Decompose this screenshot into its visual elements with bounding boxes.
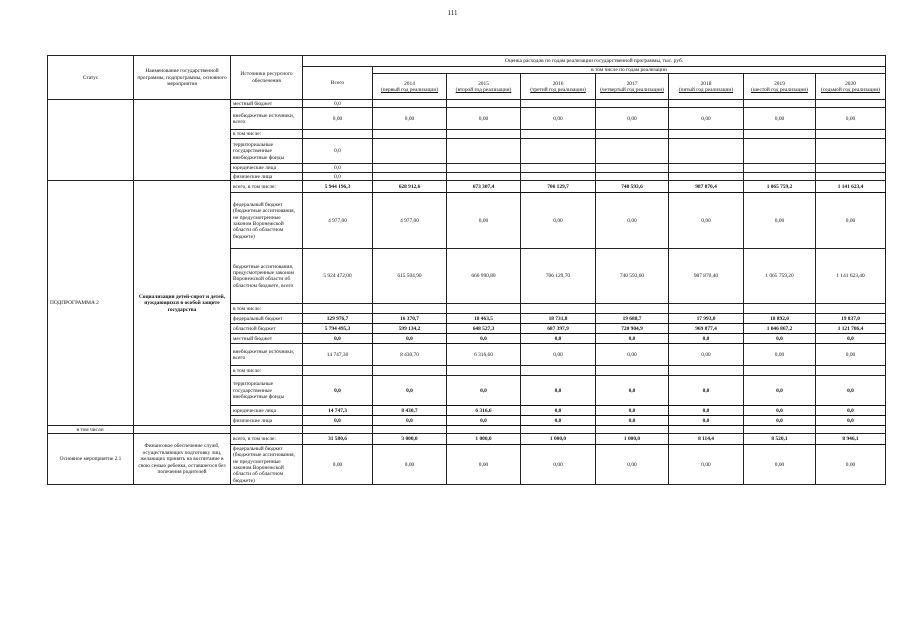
year-value: 0,00 — [521, 193, 596, 249]
empty-cell — [134, 426, 231, 434]
total-value: 0,0 — [303, 173, 373, 181]
year-value: 0,0 — [744, 416, 816, 426]
year-value: 666 990,80 — [447, 249, 521, 304]
year-value: 0,00 — [373, 108, 447, 130]
year-value: 0,0 — [669, 406, 744, 416]
total-value — [303, 304, 373, 314]
header-year-cell — [521, 74, 596, 100]
total-value — [303, 130, 373, 139]
year-value: 0,00 — [816, 108, 886, 130]
year-value: 0,0 — [373, 376, 447, 406]
year-value — [816, 304, 886, 314]
year-value — [521, 304, 596, 314]
header-year-cell — [447, 74, 521, 100]
year-value: 0,0 — [521, 406, 596, 416]
year-value: 0,00 — [816, 445, 886, 485]
year-value: 0,0 — [521, 334, 596, 344]
year-value: 1 000,0 — [596, 434, 669, 445]
table-row — [48, 434, 886, 445]
year-value: 0,00 — [373, 445, 447, 485]
source-label: бюджетные ассигнования, предусмотренные законом Воронежской области об областном бюджете, всего — [231, 249, 303, 304]
year-value — [816, 164, 886, 173]
table-row — [48, 181, 886, 193]
header-estimate: Оценка расходов по годам реализации государственной программы, тыс. руб. — [303, 56, 886, 67]
year-value: 0,00 — [744, 344, 816, 366]
year-value: 740 593,60 — [596, 249, 669, 304]
year-value: 0,0 — [596, 376, 669, 406]
source-label: территориальные государственные внебюджетные фонды — [231, 376, 303, 406]
year-value: 0,00 — [596, 344, 669, 366]
year-value — [521, 366, 596, 376]
year-value — [596, 164, 669, 173]
year-value: 0,0 — [816, 376, 886, 406]
year-value: 0,0 — [669, 376, 744, 406]
year-value — [373, 130, 447, 139]
including-row — [48, 426, 886, 434]
including-label: в том числе: — [48, 426, 134, 434]
year-value: 740 593,6 — [596, 181, 669, 193]
source-label: внебюджетные источники, всего — [231, 344, 303, 366]
total-value: 0,0 — [303, 164, 373, 173]
year-value: 0,00 — [744, 108, 816, 130]
name-cell — [134, 100, 231, 181]
year-value: 987 870,40 — [669, 249, 744, 304]
source-label: в том числе: — [231, 304, 303, 314]
year-value: 19 688,7 — [596, 314, 669, 324]
source-label: физические лица — [231, 173, 303, 181]
header-year: 2014 — [404, 80, 415, 87]
year-value: 628 912,6 — [373, 181, 447, 193]
year-value: 0,00 — [596, 108, 669, 130]
year-value: 8 430,70 — [373, 344, 447, 366]
year-value: 18 463,5 — [447, 314, 521, 324]
year-value: 3 000,0 — [373, 434, 447, 445]
year-value: 1 141 623,4 — [816, 181, 886, 193]
year-value: 16 370,7 — [373, 314, 447, 324]
header-year: 2015 — [478, 80, 489, 87]
year-value: 599 134,2 — [373, 324, 447, 334]
year-value: 1 065 759,2 — [744, 181, 816, 193]
total-value: 129 976,7 — [303, 314, 373, 324]
year-value: 0,00 — [521, 344, 596, 366]
year-value — [669, 130, 744, 139]
year-value: 0,0 — [447, 376, 521, 406]
year-value: 0,00 — [744, 445, 816, 485]
total-value: 0,0 — [303, 100, 373, 108]
header-year: 2018 — [700, 80, 712, 87]
header-year: 2019 — [774, 80, 785, 87]
source-label: внебюджетные источники, всего — [231, 108, 303, 130]
source-label: в том числе: — [231, 366, 303, 376]
year-value — [596, 304, 669, 314]
year-value — [669, 366, 744, 376]
header-year-note: (шестой год реализации) — [751, 86, 808, 93]
year-value: 0,00 — [447, 445, 521, 485]
year-value — [596, 366, 669, 376]
year-value: 8 946,1 — [816, 434, 886, 445]
source-label: юридические лица — [231, 406, 303, 416]
measure-status: Основное мероприятие 2.1 — [48, 434, 134, 485]
total-value: 5 794 495,3 — [303, 324, 373, 334]
year-value — [744, 139, 816, 164]
year-value: 18 731,8 — [521, 314, 596, 324]
year-value — [521, 173, 596, 181]
header-year-cell — [373, 74, 447, 100]
year-value: 0,0 — [521, 376, 596, 406]
year-value — [816, 173, 886, 181]
year-value: 0,0 — [596, 406, 669, 416]
year-value: 720 904,9 — [596, 324, 669, 334]
empty-cell — [521, 426, 596, 434]
empty-cell — [744, 426, 816, 434]
year-value: 0,00 — [521, 445, 596, 485]
year-value: 6 316,60 — [447, 344, 521, 366]
total-value: 14 747,3 — [303, 406, 373, 416]
total-value: 5 944 196,3 — [303, 181, 373, 193]
year-value — [521, 100, 596, 108]
year-value: 19 837,0 — [816, 314, 886, 324]
year-value — [744, 366, 816, 376]
source-label: областной бюджет — [231, 324, 303, 334]
status-cell — [48, 100, 134, 181]
year-value: 0,00 — [669, 344, 744, 366]
year-value: 1 065 759,20 — [744, 249, 816, 304]
year-value — [816, 366, 886, 376]
year-value: 0,0 — [373, 416, 447, 426]
source-label: федеральный бюджет — [231, 314, 303, 324]
source-label: в том числе: — [231, 130, 303, 139]
year-value: 0,00 — [744, 193, 816, 249]
year-value — [596, 130, 669, 139]
header-year-note: (третий год реализации) — [530, 86, 586, 93]
year-value — [373, 100, 447, 108]
year-value: 0,00 — [816, 193, 886, 249]
year-value — [373, 139, 447, 164]
header-year-note: (пятый год реализации) — [678, 86, 734, 93]
header-year-cell — [816, 74, 886, 100]
empty-cell — [303, 426, 373, 434]
year-value: 1 121 786,4 — [816, 324, 886, 334]
total-value: 4 977,00 — [303, 193, 373, 249]
year-value: 0,0 — [447, 334, 521, 344]
year-value: 0,00 — [669, 445, 744, 485]
year-value: 987 870,4 — [669, 181, 744, 193]
year-value: 1 000,0 — [521, 434, 596, 445]
year-value — [669, 139, 744, 164]
total-value: 0,00 — [303, 445, 373, 485]
header-year: 2017 — [626, 80, 638, 87]
year-value: 0,0 — [596, 416, 669, 426]
year-value — [744, 304, 816, 314]
year-value — [373, 366, 447, 376]
year-value — [521, 139, 596, 164]
total-value: 14 747,30 — [303, 344, 373, 366]
year-value — [447, 130, 521, 139]
total-value: 0,00 — [303, 108, 373, 130]
empty-cell — [596, 426, 669, 434]
year-value — [447, 139, 521, 164]
year-value — [447, 304, 521, 314]
year-value — [373, 304, 447, 314]
header-year-note: (седьмой год реализации) — [821, 86, 880, 93]
year-value: 1 141 623,40 — [816, 249, 886, 304]
year-value — [373, 173, 447, 181]
source-label: всего, в том числе: — [231, 434, 303, 445]
header-year: 2016 — [552, 80, 564, 87]
year-value: 6 316,6 — [447, 406, 521, 416]
year-value: 4 977,00 — [373, 193, 447, 249]
year-value: 18 892,0 — [744, 314, 816, 324]
header-year: 2020 — [845, 80, 856, 87]
header-year-note: (четвертый год реализации) — [600, 86, 664, 93]
year-value: 0,0 — [816, 416, 886, 426]
year-value: 8 520,1 — [744, 434, 816, 445]
source-label: всего, в том числе: — [231, 181, 303, 193]
year-value: 706 129,7 — [521, 181, 596, 193]
year-value: 0,0 — [816, 334, 886, 344]
year-value: 0,0 — [669, 416, 744, 426]
year-value — [744, 130, 816, 139]
source-label: местный бюджет — [231, 334, 303, 344]
header-name: Наименование государственной программы, подпрограммы, основного мероприятия — [134, 56, 231, 100]
year-value: 687 397,9 — [521, 324, 596, 334]
year-value — [596, 139, 669, 164]
year-value: 615 504,90 — [373, 249, 447, 304]
table-row — [48, 100, 886, 108]
year-value: 8 114,4 — [669, 434, 744, 445]
year-value: 0,00 — [447, 108, 521, 130]
subprogram-name: Социализация детей-сирот и детей, нуждающихся в особой защите государства — [134, 181, 231, 426]
year-value: 0,0 — [373, 334, 447, 344]
year-value: 0,00 — [669, 193, 744, 249]
year-value: 0,0 — [816, 406, 886, 416]
source-label: физические лица — [231, 416, 303, 426]
year-value — [816, 139, 886, 164]
header-year-cell — [744, 74, 816, 100]
year-value: 969 877,4 — [669, 324, 744, 334]
total-value — [303, 366, 373, 376]
year-value: 0,00 — [521, 108, 596, 130]
year-value: 1 046 867,2 — [744, 324, 816, 334]
year-value — [373, 164, 447, 173]
total-value: 0,0 — [303, 376, 373, 406]
year-value: 673 307,4 — [447, 181, 521, 193]
source-label: федеральный бюджет (бюджетные ассигнования, не предусмотренные законом Воронежской области об областном бюджете) — [231, 193, 303, 249]
header-year-cell — [669, 74, 744, 100]
year-value: 0,0 — [596, 334, 669, 344]
total-value: 0,0 — [303, 139, 373, 164]
empty-cell — [373, 426, 447, 434]
empty-cell — [231, 426, 303, 434]
year-value: 8 430,7 — [373, 406, 447, 416]
year-value — [447, 164, 521, 173]
header-year-note: (второй год реализации) — [455, 86, 512, 93]
subprogram-status: ПОДПРОГРАММА 2 — [48, 181, 134, 426]
year-value — [596, 100, 669, 108]
year-value: 0,0 — [744, 406, 816, 416]
empty-cell — [447, 426, 521, 434]
year-value — [816, 130, 886, 139]
empty-cell — [816, 426, 886, 434]
year-value: 0,0 — [744, 376, 816, 406]
header-total: Всего — [303, 67, 373, 100]
year-value: 0,0 — [669, 334, 744, 344]
year-value — [447, 100, 521, 108]
year-value: 0,00 — [596, 193, 669, 249]
year-value: 0,0 — [447, 416, 521, 426]
year-value — [744, 100, 816, 108]
total-value: 0,0 — [303, 334, 373, 344]
year-value: 648 527,3 — [447, 324, 521, 334]
year-value: 0,0 — [744, 334, 816, 344]
year-value: 0,00 — [596, 445, 669, 485]
year-value: 706 129,70 — [521, 249, 596, 304]
measure-name: Финансовое обеспечение служб, осуществляющих подготовку лиц, желающих принять на воспитание в свою семью ребенка, оставшегося без попечения родителей — [134, 434, 231, 485]
year-value — [816, 100, 886, 108]
year-value — [669, 164, 744, 173]
year-value — [669, 100, 744, 108]
year-value — [744, 164, 816, 173]
budget-table — [47, 55, 886, 485]
header-sources: Источники ресурсного обеспечения — [231, 56, 303, 100]
year-value: 0,00 — [816, 344, 886, 366]
total-value: 31 580,6 — [303, 434, 373, 445]
year-value: 1 000,0 — [447, 434, 521, 445]
header-year-note: (первый год реализации) — [380, 86, 438, 93]
source-label: федеральный бюджет (бюджетные ассигнования, не предусмотренные законом Воронежской области об областном бюджете) — [231, 445, 303, 485]
year-value — [521, 164, 596, 173]
total-value: 5 924 472,00 — [303, 249, 373, 304]
year-value — [669, 173, 744, 181]
year-value: 0,00 — [669, 108, 744, 130]
year-value — [447, 173, 521, 181]
source-label: юридические лица — [231, 164, 303, 173]
year-value — [447, 366, 521, 376]
header-including-years: в том числе по годам реализации — [373, 67, 886, 74]
year-value: 0,0 — [521, 416, 596, 426]
year-value — [744, 173, 816, 181]
header-year-cell — [596, 74, 669, 100]
source-label: территориальные государственные внебюджетные фонды — [231, 139, 303, 164]
empty-cell — [669, 426, 744, 434]
total-value: 0,0 — [303, 416, 373, 426]
header-status: Статус — [48, 56, 134, 100]
year-value: 17 993,0 — [669, 314, 744, 324]
year-value — [596, 173, 669, 181]
source-label: местный бюджет — [231, 100, 303, 108]
year-value — [669, 304, 744, 314]
page-number: 111 — [447, 9, 458, 17]
year-value — [521, 130, 596, 139]
year-value: 0,00 — [447, 193, 521, 249]
